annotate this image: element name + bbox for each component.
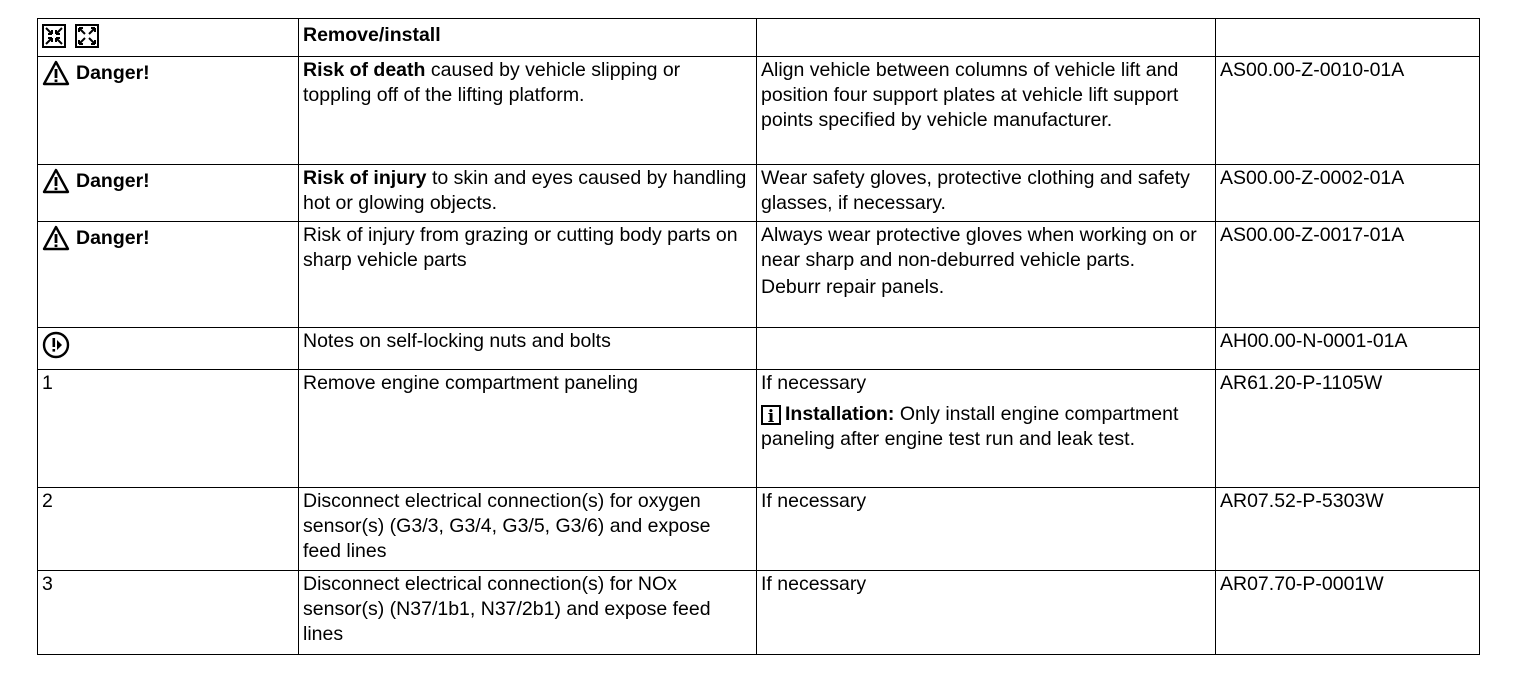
- table-row: [38, 222, 1480, 328]
- warning-triangle-icon: [42, 168, 70, 194]
- reference-link[interactable]: AS00.00-Z-0002-01A: [1216, 165, 1480, 222]
- step-remark: If necessary: [757, 488, 1216, 571]
- danger-label: Danger!: [76, 226, 150, 249]
- danger-cell: [38, 57, 299, 165]
- remove-icon: [42, 24, 66, 48]
- step-description: [299, 165, 757, 222]
- table-row: [38, 571, 1480, 655]
- note-cell: [38, 328, 299, 370]
- header-icons-cell: [38, 19, 299, 57]
- table-header-row: [38, 19, 1480, 57]
- reference-link[interactable]: AH00.00-N-0001-01A: [1216, 328, 1480, 370]
- reference-link[interactable]: AS00.00-Z-0010-01A: [1216, 57, 1480, 165]
- step-remark: Wear safety gloves, protective clothing and safety glasses, if necessary.: [757, 165, 1216, 222]
- table-row: [38, 328, 1480, 370]
- step-remark: Align vehicle between columns of vehicle lift and position four support plates at vehicle lift support points specified by vehicle manufacturer.: [757, 57, 1216, 165]
- header-empty-cell: [1216, 19, 1480, 57]
- risk-title: Risk of death: [303, 59, 426, 81]
- remark-text: Always wear protective gloves when working on or near sharp and non-deburred vehicle parts.: [761, 224, 1197, 271]
- step-description: Disconnect electrical connection(s) for NOx sensor(s) (N37/1b1, N37/2b1) and expose feed lines: [299, 571, 757, 655]
- step-description: [299, 57, 757, 165]
- remark-text-2: Deburr repair panels.: [761, 276, 945, 298]
- risk-title: Risk of injury: [303, 167, 427, 189]
- step-description: Risk of injury from grazing or cutting body parts on sharp vehicle parts: [299, 222, 757, 328]
- step-remark: [757, 328, 1216, 370]
- step-description: Remove engine compartment paneling: [299, 370, 757, 488]
- step-number: 2: [38, 488, 299, 571]
- danger-cell: [38, 222, 299, 328]
- remark-text: If necessary: [761, 372, 867, 394]
- installation-note: [761, 402, 1211, 452]
- install-icon: [75, 24, 99, 48]
- table-row: [38, 57, 1480, 165]
- header-title: Remove/install: [299, 19, 757, 57]
- step-number: 1: [38, 370, 299, 488]
- header-empty-cell: [757, 19, 1216, 57]
- step-remark: [757, 370, 1216, 488]
- step-description: Disconnect electrical connection(s) for oxygen sensor(s) (G3/3, G3/4, G3/5, G3/6) and expose feed lines: [299, 488, 757, 571]
- step-remark: [757, 222, 1216, 328]
- procedure-table: [37, 18, 1480, 655]
- table-row: [38, 165, 1480, 222]
- reference-link[interactable]: AR61.20-P-1105W: [1216, 370, 1480, 488]
- installation-label: Installation:: [785, 403, 895, 425]
- step-remark: If necessary: [757, 571, 1216, 655]
- table-row: [38, 370, 1480, 488]
- danger-label: Danger!: [76, 61, 150, 84]
- info-icon: i: [761, 405, 781, 425]
- notes-icon: [42, 331, 70, 359]
- danger-label: Danger!: [76, 169, 150, 192]
- risk-text: caused by vehicle slipping or toppling off of the lifting platform.: [303, 59, 681, 106]
- warning-triangle-icon: [42, 225, 70, 251]
- risk-text: to skin and eyes caused by handling hot or glowing objects.: [303, 167, 747, 214]
- step-description: Notes on self-locking nuts and bolts: [299, 328, 757, 370]
- step-number: 3: [38, 571, 299, 655]
- reference-link[interactable]: AR07.52-P-5303W: [1216, 488, 1480, 571]
- warning-triangle-icon: [42, 60, 70, 86]
- reference-link[interactable]: AS00.00-Z-0017-01A: [1216, 222, 1480, 328]
- reference-link[interactable]: AR07.70-P-0001W: [1216, 571, 1480, 655]
- danger-cell: [38, 165, 299, 222]
- table-row: [38, 488, 1480, 571]
- installation-text: Only install engine compartment paneling after engine test run and leak test.: [761, 403, 1179, 450]
